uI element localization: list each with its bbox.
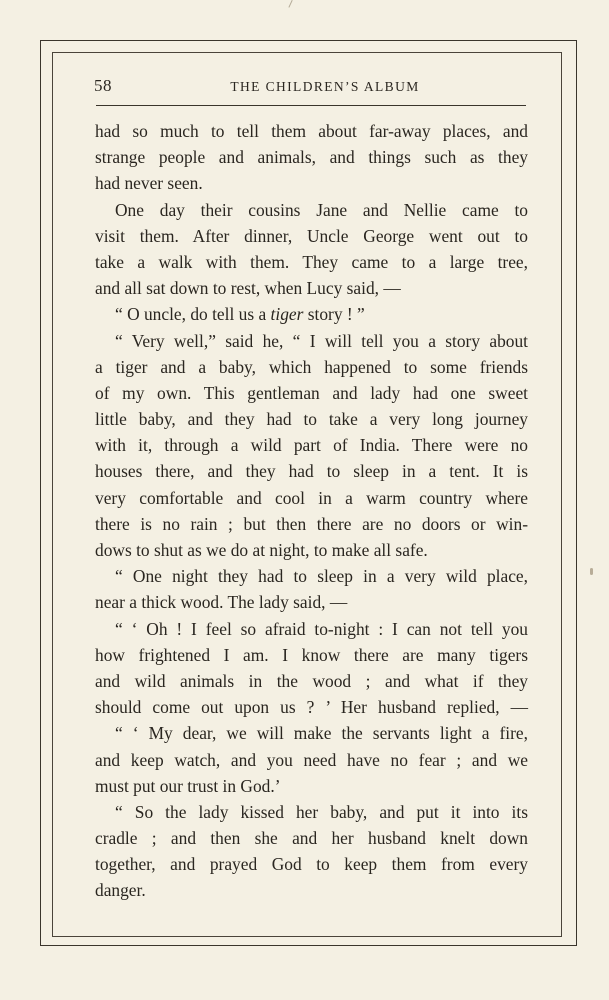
- text-line: “ Very well,” said he, “ I will tell you a story about: [115, 330, 528, 351]
- italic-word: tiger: [270, 304, 304, 325]
- text-line: [95, 301, 528, 327]
- text-line: and wild animals in the wood ; and what if they: [95, 670, 528, 691]
- page-number: 58: [94, 76, 112, 95]
- header-rule: [96, 105, 526, 106]
- text-line: take a walk with them. They came to a large tree,: [95, 251, 528, 272]
- text-segment: “ O uncle, do tell us a: [115, 304, 267, 325]
- text-line: how frightened I am. I know there are many tigers: [95, 644, 528, 665]
- text-line: very comfortable and cool in a warm country where: [95, 487, 528, 508]
- text-line: should come out upon us ? ’ Her husband replied, —: [95, 697, 528, 718]
- text-line: a tiger and a baby, which happened to some friends: [95, 356, 528, 377]
- text-line: cradle ; and then she and her husband knelt down: [95, 828, 528, 849]
- text-line: must put our trust in God.’: [95, 775, 281, 796]
- text-line: “ So the lady kissed her baby, and put it into its: [115, 801, 528, 822]
- text-line: danger.: [95, 880, 146, 901]
- text-line: One day their cousins Jane and Nellie came to: [115, 199, 528, 220]
- page-header: [92, 74, 528, 98]
- text-line: had so much to tell them about far-away places, and: [95, 121, 528, 141]
- text-line: near a thick wood. The lady said, —: [95, 592, 348, 613]
- text-line: “ ‘ My dear, we will make the servants light a fire,: [115, 723, 528, 744]
- text-line: there is no rain ; but then there are no doors or win-: [95, 513, 528, 534]
- text-segment: story ! ”: [307, 304, 365, 325]
- running-head: THE CHILDREN’S ALBUM: [230, 79, 420, 94]
- text-line: had never seen.: [95, 173, 203, 194]
- text-line: “ One night they had to sleep in a very wild place,: [115, 566, 528, 587]
- text-line: little baby, and they had to take a very long journey: [95, 409, 528, 430]
- page-speck: [590, 568, 593, 575]
- text-line: and keep watch, and you need have no fear ; and we: [95, 749, 528, 770]
- text-line: dows to shut as we do at night, to make all safe.: [95, 540, 428, 560]
- page-mark: [288, 0, 293, 8]
- text-line: together, and prayed God to keep them from every: [95, 854, 528, 875]
- text-line: “ ‘ Oh ! I feel so afraid to-night : I can not tell you: [115, 618, 528, 639]
- text-line: with it, through a wild part of India. There were no: [95, 435, 528, 456]
- text-line: houses there, and they had to sleep in a tent. It is: [95, 461, 528, 482]
- text-line: and all sat down to rest, when Lucy said, —: [95, 278, 401, 299]
- text-line: strange people and animals, and things such as they: [95, 147, 528, 168]
- text-line: visit them. After dinner, Uncle George went out to: [95, 225, 528, 246]
- body-text: [95, 118, 528, 904]
- text-line: of my own. This gentleman and lady had one sweet: [95, 382, 528, 403]
